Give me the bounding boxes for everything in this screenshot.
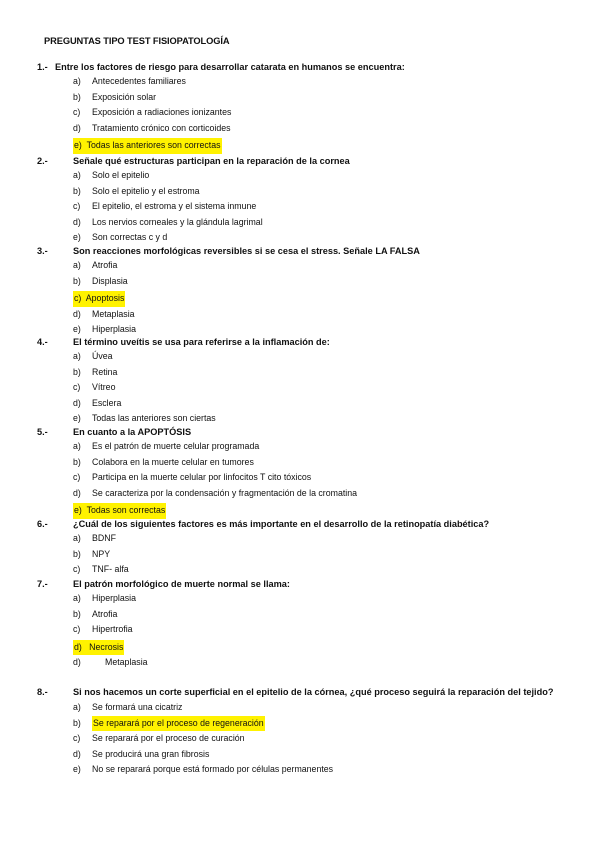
option-a: a) Es el patrón de muerte celular programada bbox=[73, 441, 260, 451]
option-c: c) El epitelio, el estroma y el sistema inmune bbox=[73, 201, 257, 211]
option-c: c) Exposición a radiaciones ionizantes bbox=[73, 107, 232, 117]
option-e-highlighted: e) Todas son correctas bbox=[37, 503, 557, 519]
option-d: d) Tratamiento crónico con corticoides bbox=[73, 122, 231, 133]
question-number: 6.- bbox=[37, 519, 48, 529]
question-text: Señale qué estructuras participan en la reparación de la cornea bbox=[73, 156, 350, 166]
option-d: d) Se producirá una gran fibrosis bbox=[73, 748, 210, 759]
option-c: c) Participa en la muerte celular por linfocitos T cito tóxicos bbox=[73, 472, 312, 482]
option-b: b) Displasia bbox=[73, 275, 128, 286]
question-6 bbox=[37, 518, 557, 578]
question-1 bbox=[37, 61, 557, 154]
option-a: a) Se formará una cicatriz bbox=[73, 702, 183, 712]
question-number: 2.- bbox=[37, 156, 48, 166]
question-number: 7.- bbox=[37, 579, 48, 589]
question-4 bbox=[37, 336, 557, 427]
option-c-highlighted: c) Apoptosis bbox=[37, 291, 557, 307]
option-a: a) BDNF bbox=[73, 533, 116, 543]
question-text: Entre los factores de riesgo para desarrollar catarata en humanos se encuentra: bbox=[55, 62, 405, 72]
option-a: a) Atrofia bbox=[73, 260, 118, 270]
option-a: a) Antecedentes familiares bbox=[73, 76, 186, 86]
option-d: d) Metaplasia bbox=[73, 308, 135, 319]
option-c: c) Se reparará por el proceso de curación bbox=[73, 733, 245, 743]
option-b: b) Atrofia bbox=[73, 608, 118, 619]
question-number: 4.- bbox=[37, 337, 48, 347]
option-e-highlighted: e) Todas las anteriores son correctas bbox=[37, 138, 557, 154]
option-b: b) Solo el epitelio y el estroma bbox=[73, 185, 200, 196]
option-a: a) Úvea bbox=[73, 351, 113, 361]
question-text: ¿Cuál de los siguientes factores es más importante en el desarrollo de la retinopatía diabética? bbox=[73, 519, 490, 529]
option-d-second: d) Metaplasia bbox=[73, 657, 148, 667]
question-2 bbox=[37, 155, 557, 246]
option-d: d) Se caracteriza por la condensación y fragmentación de la cromatina bbox=[73, 487, 358, 498]
option-b: b) Colabora en la muerte celular en tumores bbox=[73, 456, 254, 467]
question-7 bbox=[37, 578, 557, 671]
question-text: El término uveítis se usa para referirse a la inflamación de: bbox=[73, 337, 330, 347]
option-d-highlighted: d) Necrosis bbox=[37, 640, 557, 656]
option-c: c) Vítreo bbox=[73, 382, 116, 392]
question-text: Son reacciones morfológicas reversibles si se cesa el stress. Señale LA FALSA bbox=[73, 246, 420, 256]
option-c: c) TNF- alfa bbox=[73, 564, 129, 574]
question-number: 3.- bbox=[37, 246, 48, 256]
document-title: PREGUNTAS TIPO TEST FISIOPATOLOGÍA bbox=[44, 36, 230, 46]
option-b-highlighted: b) Se reparará por el proceso de regeneración bbox=[37, 716, 557, 732]
question-number: 1.- bbox=[37, 62, 48, 72]
option-a: a) Solo el epitelio bbox=[73, 170, 150, 180]
question-text: El patrón morfológico de muerte normal se llama: bbox=[73, 579, 290, 589]
option-d: d) Esclera bbox=[73, 397, 122, 408]
option-b: b) Exposición solar bbox=[73, 91, 157, 102]
option-e: e) Son correctas c y d bbox=[73, 232, 168, 242]
question-number: 8.- bbox=[37, 687, 48, 697]
question-3 bbox=[37, 245, 557, 338]
option-b: b) NPY bbox=[73, 548, 111, 559]
option-e: e) Hiperplasia bbox=[73, 324, 137, 334]
option-d: d) Los nervios corneales y la glándula lagrimal bbox=[73, 216, 263, 227]
question-text: Si nos hacemos un corte superficial en el epitelio de la córnea, ¿qué proceso seguirá la reparación del tejido? bbox=[73, 687, 554, 697]
question-5 bbox=[37, 426, 557, 519]
option-e: e) No se reparará porque está formado por células permanentes bbox=[73, 764, 334, 774]
option-c: c) Hipertrofia bbox=[73, 624, 133, 634]
option-a: a) Hiperplasia bbox=[73, 593, 137, 603]
option-b: b) Retina bbox=[73, 366, 118, 377]
question-number: 5.- bbox=[37, 427, 48, 437]
question-8 bbox=[37, 684, 557, 778]
question-text: En cuanto a la APOPTÓSIS bbox=[73, 427, 192, 437]
option-e: e) Todas las anteriores son ciertas bbox=[73, 413, 216, 423]
